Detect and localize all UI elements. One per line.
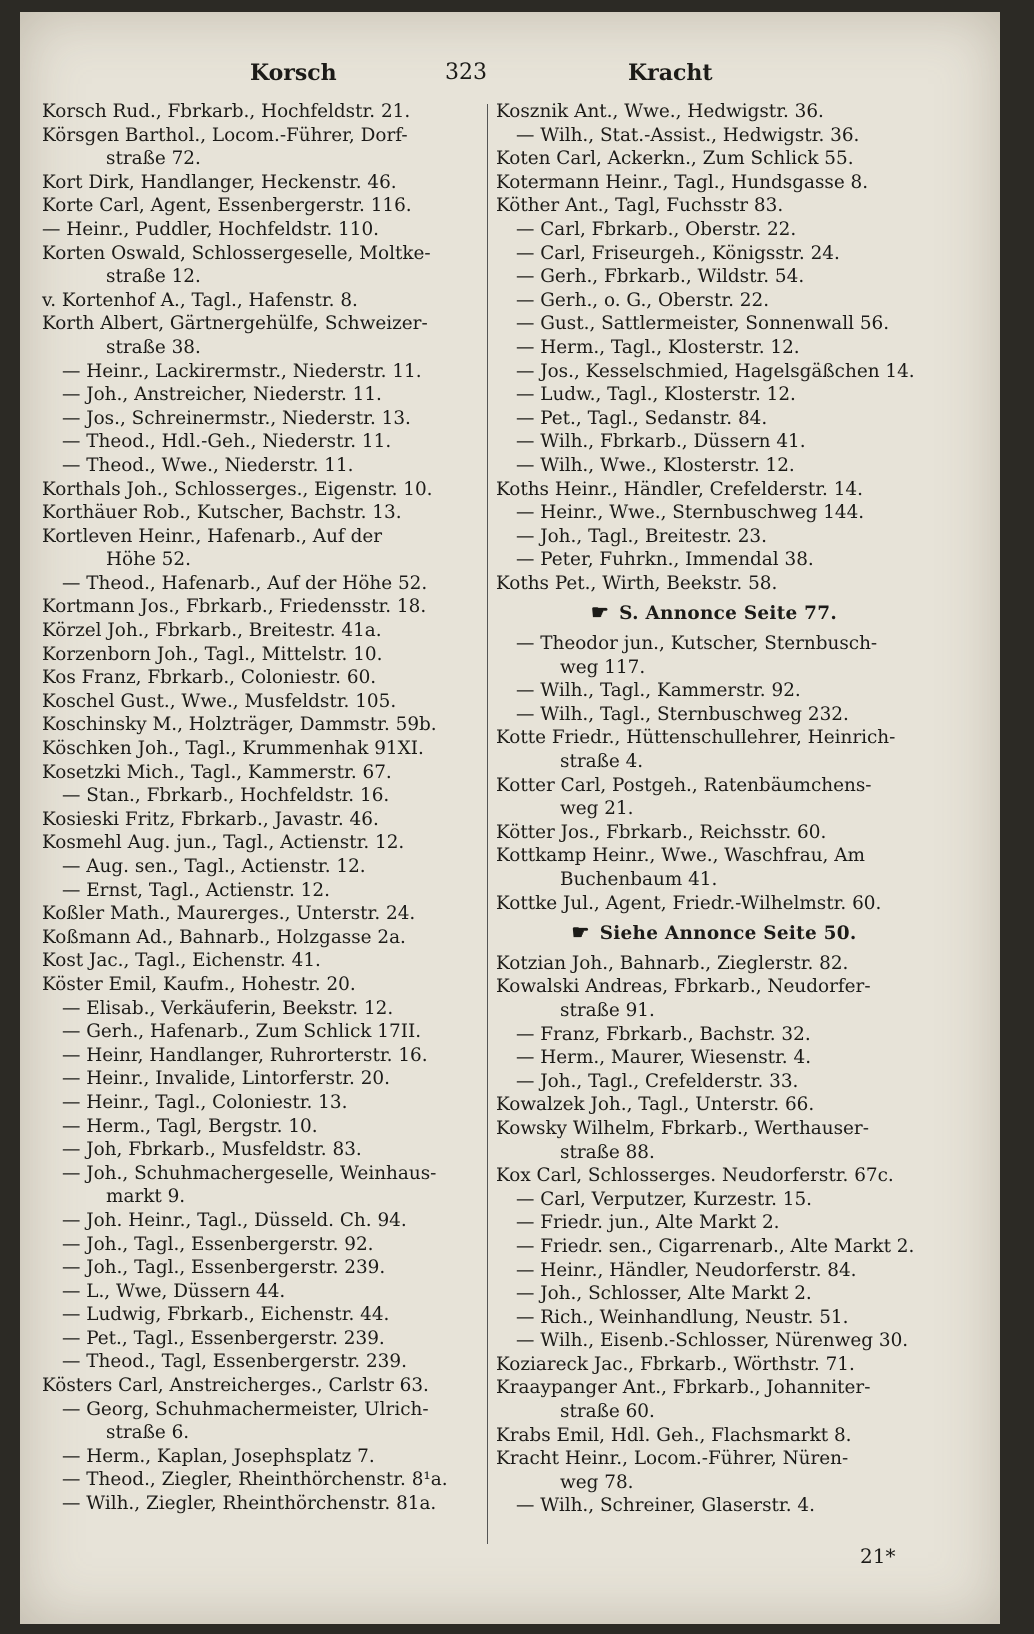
entry-text: Koths Pet., Wirth, Beekstr. 58.: [496, 572, 778, 594]
entry-text: — Joh., Tagl., Breitestr. 23.: [516, 525, 767, 547]
entry-text: — Herm., Tagl., Klosterstr. 12.: [516, 336, 800, 358]
entry-text: — Pet., Tagl., Essenbergerstr. 239.: [62, 1327, 385, 1349]
directory-entry: [496, 194, 932, 218]
entry-text: Kottke Jul., Agent, Friedr.-Wilhelmstr. 60.: [496, 892, 882, 914]
directory-entry: [42, 383, 482, 407]
directory-entry: [496, 821, 932, 845]
entry-text: — Franz, Fbrkarb., Bachstr. 32.: [516, 1023, 811, 1045]
directory-entry: [42, 902, 482, 926]
entry-text: — Heinr., Wwe., Sternbuschweg 144.: [516, 502, 865, 524]
entry-text: Kortmann Jos., Fbrkarb., Friedensstr. 18.: [42, 596, 427, 618]
directory-entry: [42, 619, 482, 643]
entry-text: — Theod., Tagl, Essenbergerstr. 239.: [62, 1351, 407, 1373]
entry-text: — Herm., Kaplan, Josephsplatz 7.: [62, 1445, 375, 1467]
entry-text: Kowalzek Joh., Tagl., Unterstr. 66.: [496, 1094, 815, 1116]
entry-continuation: straße 38.: [106, 336, 201, 358]
entry-text: — Heinr., Puddler, Hochfeldstr. 110.: [42, 218, 380, 240]
entry-text: — Joh, Fbrkarb., Musfeldstr. 83.: [62, 1139, 362, 1161]
entry-text: — Stan., Fbrkarb., Hochfeldstr. 16.: [62, 785, 390, 807]
directory-entry: [496, 525, 932, 549]
entry-text: Kracht Heinr., Locom.-Führer, Nüren-: [496, 1448, 849, 1470]
directory-entry: [496, 218, 932, 242]
entry-text: v. Kortenhof A., Tagl., Hafenstr. 8.: [42, 289, 358, 311]
directory-entry: [496, 844, 932, 891]
entry-text: — Gerh., Fbrkarb., Wildstr. 54.: [516, 266, 805, 288]
entry-text: Köschken Joh., Tagl., Krummenhak 91XI.: [42, 738, 424, 760]
directory-entry: [42, 1091, 482, 1115]
directory-entry: [496, 147, 932, 171]
running-head: [20, 60, 1000, 92]
entry-text: — Carl, Verputzer, Kurzestr. 15.: [516, 1188, 813, 1210]
entry-continuation: weg 78.: [560, 1471, 634, 1493]
directory-entry: [42, 690, 482, 714]
directory-entry: [42, 1256, 482, 1280]
entry-text: — Heinr, Handlanger, Ruhrorterstr. 16.: [62, 1044, 428, 1066]
directory-entry: [42, 831, 482, 855]
entry-text: — Gust., Sattlermeister, Sonnenwall 56.: [516, 313, 890, 335]
directory-entry: [42, 1350, 482, 1374]
directory-entry: [496, 975, 932, 1022]
directory-entry: [42, 879, 482, 903]
directory-entry: [42, 1492, 482, 1516]
directory-entry: [42, 572, 482, 596]
entry-text: — Theod., Wwe., Niederstr. 11.: [62, 454, 354, 476]
directory-entry: [42, 124, 482, 171]
entry-text: — Herm., Tagl, Bergstr. 10.: [62, 1115, 318, 1137]
directory-entry: [42, 1067, 482, 1091]
directory-entry: [42, 242, 482, 289]
directory-entry: [496, 703, 932, 727]
entry-text: — Heinr., Invalide, Lintorferstr. 20.: [62, 1068, 390, 1090]
entry-text: Kort Dirk, Handlanger, Heckenstr. 46.: [42, 171, 397, 193]
entry-text: Kosznik Ant., Wwe., Hedwigstr. 36.: [496, 101, 824, 122]
directory-entry: [42, 855, 482, 879]
entry-text: — Joh., Tagl., Crefelderstr. 33.: [516, 1070, 799, 1092]
directory-entry: [496, 1046, 932, 1070]
entry-text: Köther Ant., Tagl, Fuchsstr 83.: [496, 195, 784, 217]
entry-text: Korten Oswald, Schlossergeselle, Moltke-: [42, 242, 431, 264]
header-left-keyword: Korsch: [250, 60, 337, 86]
directory-entry: [42, 784, 482, 808]
pointing-hand-icon: ☛: [590, 600, 610, 625]
entry-text: — Wilh., Eisenb.-Schlosser, Nürenweg 30.: [516, 1330, 909, 1352]
entry-text: Kowalski Andreas, Fbrkarb., Neudorfer-: [496, 976, 871, 998]
signature-mark: 21*: [860, 1544, 896, 1568]
entry-text: — Georg, Schuhmachermeister, Ulrich-: [62, 1398, 429, 1420]
entry-text: Koziareck Jac., Fbrkarb., Wörthstr. 71.: [496, 1353, 855, 1375]
directory-entry: [42, 1280, 482, 1304]
directory-entry: [42, 454, 482, 478]
annonce-reference: [496, 601, 932, 626]
entry-text: Kowsky Wilhelm, Fbrkarb., Werthauser-: [496, 1117, 869, 1139]
entry-text: Koßmann Ad., Bahnarb., Holzgasse 2a.: [42, 926, 406, 948]
left-column: [42, 100, 482, 1516]
directory-entry: [42, 1138, 482, 1162]
entry-text: Koschel Gust., Wwe., Musfeldstr. 105.: [42, 690, 397, 712]
directory-entry: [42, 997, 482, 1021]
directory-entry: [42, 973, 482, 997]
entry-text: Korzenborn Joh., Tagl., Mittelstr. 10.: [42, 643, 383, 665]
directory-entry: [496, 1023, 932, 1047]
entry-text: — Rich., Weinhandlung, Neustr. 51.: [516, 1306, 849, 1328]
entry-text: Korte Carl, Agent, Essenbergerstr. 116.: [42, 195, 412, 217]
entry-text: — Wilh., Tagl., Sternbuschweg 232.: [516, 703, 849, 725]
directory-entry: [42, 666, 482, 690]
directory-entry: [42, 478, 482, 502]
entry-text: — Aug. sen., Tagl., Actienstr. 12.: [62, 856, 366, 877]
directory-entry: [496, 548, 932, 572]
directory-entry: [42, 1020, 482, 1044]
pointing-hand-icon: ☛: [571, 920, 590, 945]
directory-entry: [496, 454, 932, 478]
directory-entry: [496, 1306, 932, 1330]
directory-entry: [496, 1494, 932, 1518]
entry-text: — Joh., Tagl., Essenbergerstr. 92.: [62, 1233, 374, 1255]
directory-entry: [42, 1398, 482, 1445]
directory-entry: [42, 808, 482, 832]
directory-entry: [496, 289, 932, 313]
entry-text: — Jos., Kesselschmied, Hagelsgäßchen 14.: [516, 360, 915, 382]
directory-entry: [496, 1353, 932, 1377]
entry-continuation: straße 72.: [106, 148, 201, 170]
entry-text: — Heinr., Tagl., Coloniestr. 13.: [62, 1091, 348, 1113]
entry-text: — Joh. Heinr., Tagl., Düsseld. Ch. 94.: [62, 1209, 407, 1231]
entry-text: — Wilh., Ziegler, Rheinthörchenstr. 81a.: [62, 1493, 437, 1515]
directory-entry: [42, 737, 482, 761]
directory-entry: [42, 312, 482, 359]
entry-text: Korthals Joh., Schlosserges., Eigenstr. 10.: [42, 478, 433, 500]
directory-entry: [42, 713, 482, 737]
entry-text: Kosieski Fritz, Fbrkarb., Javastr. 46.: [42, 808, 379, 830]
directory-entry: [42, 171, 482, 195]
directory-entry: [42, 1115, 482, 1139]
entry-text: Kosmehl Aug. jun., Tagl., Actienstr. 12.: [42, 832, 405, 854]
directory-entry: [42, 949, 482, 973]
entry-continuation: straße 6.: [106, 1422, 190, 1444]
entry-text: — Wilh., Schreiner, Glaserstr. 4.: [516, 1495, 815, 1517]
entry-text: — Theod., Hafenarb., Auf der Höhe 52.: [62, 572, 428, 594]
entry-continuation: straße 91.: [560, 999, 655, 1021]
entry-text: Kösters Carl, Anstreicherges., Carlstr 63.: [42, 1375, 429, 1397]
entry-text: Kraaypanger Ant., Fbrkarb., Johanniter-: [496, 1377, 871, 1399]
directory-entry: [42, 525, 482, 572]
entry-continuation: weg 117.: [560, 656, 646, 678]
directory-entry: [496, 632, 932, 679]
directory-entry: [496, 360, 932, 384]
directory-entry: [496, 312, 932, 336]
entry-text: — Friedr. jun., Alte Markt 2.: [516, 1212, 780, 1234]
entry-continuation: markt 9.: [106, 1186, 186, 1208]
directory-entry: [496, 572, 932, 596]
entry-text: Korth Albert, Gärtnergehülfe, Schweizer-: [42, 313, 428, 335]
directory-entry: [42, 360, 482, 384]
entry-text: Koschinsky M., Holzträger, Dammstr. 59b.: [42, 714, 437, 736]
entry-text: Krabs Emil, Hdl. Geh., Flachsmarkt 8.: [496, 1424, 852, 1446]
directory-entry: [42, 289, 482, 313]
entry-text: — Gerh., Hafenarb., Zum Schlick 17II.: [62, 1021, 422, 1043]
entry-text: — Heinr., Lackirermstr., Niederstr. 11.: [62, 360, 422, 382]
entry-text: — Ludwig, Fbrkarb., Eichenstr. 44.: [62, 1304, 390, 1326]
column-divider: [487, 104, 488, 1544]
entry-text: — Theod., Ziegler, Rheinthörchenstr. 8¹a.: [62, 1469, 448, 1491]
entry-text: Koßler Math., Maurerges., Unterstr. 24.: [42, 903, 416, 925]
directory-entry: [42, 1044, 482, 1068]
entry-text: — Carl, Friseurgeh., Königsstr. 24.: [516, 242, 840, 264]
directory-entry: [42, 407, 482, 431]
directory-entry: [496, 430, 932, 454]
entry-text: Kotzian Joh., Bahnarb., Zieglerstr. 82.: [496, 952, 849, 974]
entry-text: Kötter Jos., Fbrkarb., Reichsstr. 60.: [496, 821, 827, 843]
directory-entry: [496, 1447, 932, 1494]
directory-entry: [496, 1424, 932, 1448]
entry-text: Kosetzki Mich., Tagl., Kammerstr. 67.: [42, 761, 392, 783]
directory-entry: [496, 1376, 932, 1423]
directory-entry: [42, 194, 482, 218]
header-right-keyword: Kracht: [628, 60, 713, 86]
entry-text: Koths Heinr., Händler, Crefelderstr. 14.: [496, 478, 863, 500]
directory-entry: [42, 430, 482, 454]
entry-text: — Wilh., Tagl., Kammerstr. 92.: [516, 680, 801, 702]
entry-text: Koten Carl, Ackerkn., Zum Schlick 55.: [496, 148, 854, 170]
directory-entry: [42, 1327, 482, 1351]
entry-text: — Ludw., Tagl., Klosterstr. 12.: [516, 384, 796, 406]
page-number: 323: [445, 60, 487, 85]
directory-entry: [496, 383, 932, 407]
entry-text: — Ernst, Tagl., Actienstr. 12.: [62, 879, 330, 901]
directory-entry: [496, 100, 932, 124]
entry-continuation: Höhe 52.: [106, 549, 191, 571]
entry-text: — Theodor jun., Kutscher, Sternbusch-: [516, 633, 878, 655]
entry-text: Körsgen Barthol., Locom.-Führer, Dorf-: [42, 124, 408, 146]
entry-text: — Jos., Schreinermstr., Niederstr. 13.: [62, 407, 411, 429]
directory-page: [20, 12, 1000, 1624]
entry-text: Kotter Carl, Postgeh., Ratenbäumchens-: [496, 774, 872, 796]
entry-text: — Carl, Fbrkarb., Oberstr. 22.: [516, 218, 797, 240]
directory-entry: [42, 1209, 482, 1233]
directory-entry: [42, 501, 482, 525]
directory-entry: [496, 952, 932, 976]
directory-entry: [496, 407, 932, 431]
entry-text: Korsch Rud., Fbrkarb., Hochfeldstr. 21.: [42, 101, 411, 122]
entry-text: — Joh., Schuhmachergeselle, Weinhaus-: [62, 1162, 437, 1184]
directory-entry: [496, 1164, 932, 1188]
directory-entry: [496, 242, 932, 266]
directory-entry: [496, 726, 932, 773]
entry-text: — L., Wwe, Düssern 44.: [62, 1280, 286, 1302]
directory-entry: [496, 774, 932, 821]
entry-text: — Heinr., Händler, Neudorferstr. 84.: [516, 1259, 857, 1281]
entry-text: — Elisab., Verkäuferin, Beekstr. 12.: [62, 997, 394, 1019]
directory-entry: [496, 892, 932, 916]
entry-continuation: straße 88.: [560, 1141, 655, 1163]
directory-entry: [42, 218, 482, 242]
directory-entry: [496, 1259, 932, 1283]
annonce-text: Siehe Annonce Seite 50.: [599, 923, 857, 945]
directory-entry: [42, 1374, 482, 1398]
entry-text: — Joh., Tagl., Essenbergerstr. 239.: [62, 1257, 386, 1279]
entry-text: Kost Jac., Tagl., Eichenstr. 41.: [42, 950, 321, 972]
right-column: [496, 100, 932, 1518]
entry-text: — Wilh., Fbrkarb., Düssern 41.: [516, 431, 806, 453]
entry-text: — Gerh., o. G., Oberstr. 22.: [516, 289, 770, 311]
directory-entry: [42, 926, 482, 950]
entry-text: — Theod., Hdl.-Geh., Niederstr. 11.: [62, 431, 392, 453]
directory-entry: [496, 1070, 932, 1094]
entry-text: — Joh., Anstreicher, Niederstr. 11.: [62, 384, 382, 406]
directory-entry: [42, 1445, 482, 1469]
entry-continuation: weg 21.: [560, 798, 634, 820]
annonce-text: S. Annonce Seite 77.: [619, 603, 838, 625]
directory-entry: [496, 478, 932, 502]
directory-entry: [496, 1282, 932, 1306]
entry-text: Kottkamp Heinr., Wwe., Waschfrau, Am: [496, 845, 865, 867]
directory-entry: [42, 1468, 482, 1492]
entry-text: Kotte Friedr., Hüttenschullehrer, Heinrich-: [496, 727, 896, 749]
entry-continuation: Buchenbaum 41.: [560, 869, 718, 890]
entry-text: — Friedr. sen., Cigarrenarb., Alte Markt 2.: [516, 1235, 915, 1257]
entry-text: — Herm., Maurer, Wiesenstr. 4.: [516, 1047, 812, 1069]
entry-text: — Pet., Tagl., Sedanstr. 84.: [516, 407, 768, 429]
entry-text: — Wilh., Stat.-Assist., Hedwigstr. 36.: [516, 124, 860, 146]
directory-entry: [42, 1303, 482, 1327]
directory-entry: [496, 1117, 932, 1164]
directory-entry: [496, 1093, 932, 1117]
entry-continuation: straße 4.: [560, 751, 644, 773]
entry-text: Körzel Joh., Fbrkarb., Breitestr. 41a.: [42, 620, 382, 642]
directory-entry: [42, 100, 482, 124]
entry-text: Kox Carl, Schlosserges. Neudorferstr. 67c.: [496, 1165, 894, 1187]
entry-continuation: straße 60.: [560, 1401, 655, 1423]
entry-text: Kos Franz, Fbrkarb., Coloniestr. 60.: [42, 667, 377, 689]
directory-entry: [42, 1233, 482, 1257]
directory-entry: [496, 1211, 932, 1235]
directory-entry: [496, 265, 932, 289]
directory-entry: [42, 1162, 482, 1209]
directory-entry: [496, 124, 932, 148]
directory-entry: [496, 679, 932, 703]
entry-text: Kortleven Heinr., Hafenarb., Auf der: [42, 525, 383, 547]
directory-entry: [42, 761, 482, 785]
entry-text: — Joh., Schlosser, Alte Markt 2.: [516, 1283, 812, 1305]
directory-entry: [42, 643, 482, 667]
entry-text: — Peter, Fuhrkn., Immendal 38.: [516, 549, 814, 571]
directory-entry: [496, 1235, 932, 1259]
entry-text: Köster Emil, Kaufm., Hohestr. 20.: [42, 973, 356, 995]
directory-entry: [42, 595, 482, 619]
entry-text: Korthäuer Rob., Kutscher, Bachstr. 13.: [42, 502, 402, 524]
directory-entry: [496, 501, 932, 525]
annonce-reference: [496, 921, 932, 946]
directory-entry: [496, 171, 932, 195]
directory-entry: [496, 1188, 932, 1212]
entry-continuation: straße 12.: [106, 266, 201, 288]
directory-entry: [496, 1329, 932, 1353]
directory-entry: [496, 336, 932, 360]
entry-text: Kotermann Heinr., Tagl., Hundsgasse 8.: [496, 171, 869, 193]
entry-text: — Wilh., Wwe., Klosterstr. 12.: [516, 454, 795, 476]
